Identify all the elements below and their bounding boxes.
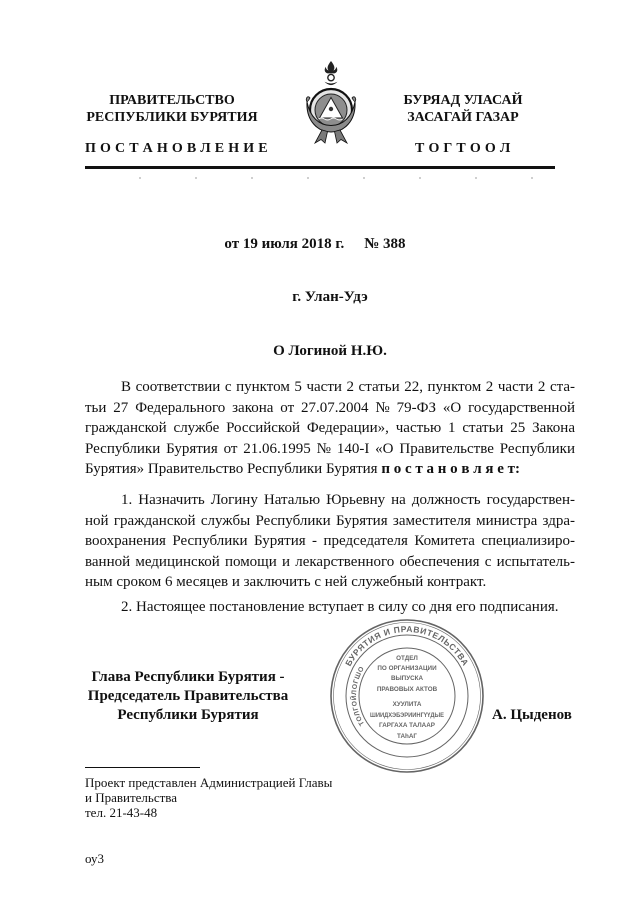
- paragraph-1: [85, 377, 575, 480]
- paragraph-line: [85, 398, 575, 419]
- footer-note-line: Проект представлен Администрацией Главы: [85, 775, 333, 790]
- paragraph-line: [85, 552, 575, 573]
- line-text: ным сроком 6 месяцев и заключить с ней служебный контракт.: [85, 574, 487, 590]
- footer-note-line: и Правительства: [85, 790, 178, 805]
- paragraph-last-line: [85, 459, 575, 480]
- line-text: Бурятия» Правительство Республики Бурятия: [85, 461, 378, 477]
- stamp-center-line: ОТДЕЛ: [396, 655, 418, 662]
- doc-type-bua: Т О Г Т О О Л: [415, 141, 511, 156]
- date-number-line: [85, 234, 545, 254]
- footer-note: [85, 775, 332, 820]
- footer-note-line: тел. 21-43-48: [85, 805, 158, 820]
- paragraph-3: [85, 597, 575, 618]
- stamp-center-line: ВЫПУСКА: [390, 675, 424, 682]
- line-text: В соответствии с пунктом 5 части 2 статьи 22, пунктом 2 части 2 ста-: [121, 379, 575, 395]
- document-place: г. Улан-Удэ: [292, 289, 368, 305]
- document-title: О Логиной Н.Ю.: [273, 343, 387, 359]
- decree-emphasis: п о с т а н о в л я е т:: [381, 461, 521, 477]
- line-text: тьи 27 Федерального закона от 27.07.2004 № 79-ФЗ «О государственной: [85, 399, 575, 416]
- stamp-lettering: [343, 624, 471, 740]
- header-left-line: РЕСПУБЛИКИ БУРЯТИЯ: [86, 110, 258, 125]
- signatory-position-line: Республики Бурятия: [117, 707, 259, 723]
- signatory-position-line: Глава Республики Бурятия -: [91, 669, 285, 685]
- line-text: Республики Бурятия от 21.06.1995 № 140-I «О Правительстве Республики: [85, 440, 575, 457]
- paragraph-2: [85, 490, 575, 593]
- document-date: от 19 июля 2018 г.: [224, 236, 345, 252]
- paragraph-line: [85, 511, 575, 532]
- header-right-line: ЗАСАГАЙ ГАЗАР: [407, 110, 519, 125]
- paragraph-last-line: [121, 597, 575, 618]
- header-right-line: БУРЯАД УЛАСАЙ: [403, 93, 523, 108]
- stamp-center-line: ПРАВОВЫХ АКТОВ: [376, 686, 438, 693]
- header-right-bua: [353, 92, 573, 126]
- line-text: воохранения Республики Бурятия - председателя Комитета специализиро-: [85, 533, 575, 549]
- paragraph-line: [121, 490, 575, 511]
- paragraph-line: [121, 377, 575, 398]
- doc-type-ru: П О С Т А Н О В Л Е Н И Е: [85, 141, 268, 156]
- stamp-center-line: ШИИДХЭБЭРИИНГҮҮДЫЕ: [370, 712, 444, 719]
- stamp-center-line: ТАһАГ: [397, 733, 417, 740]
- signatory-position-line: Председатель Правительства: [87, 688, 289, 704]
- paragraph-line: [85, 418, 575, 439]
- header-rule: [85, 166, 555, 169]
- header-dotted-line: [85, 177, 555, 179]
- stamp-inner-ring-text: ТОЛГОЙЛОГШО: [350, 665, 367, 727]
- stamp-center-line: ГАРГАХА ТАЛААР: [379, 722, 435, 729]
- stamp-center-line: ХУУЛИТА: [392, 701, 422, 708]
- signatory-position: [78, 668, 298, 725]
- line-text: гражданской службе Российской Федерации», частью 1 статьи 25 Закона: [85, 420, 575, 436]
- footer-code: оу3: [85, 851, 105, 866]
- line-text: ванной медицинской помощи и лекарственного обеспечения с испытатель-: [85, 553, 575, 570]
- stamp-outer-text: БУРЯТИЯ И ПРАВИТЕЛЬСТВА: [343, 623, 471, 668]
- paragraph-line: [85, 439, 575, 460]
- official-stamp: [328, 617, 486, 775]
- stamp-center-line: ПО ОРГАНИЗАЦИИ: [377, 665, 437, 672]
- header-left-ru: [62, 92, 282, 126]
- soyombo-symbol: [325, 61, 338, 85]
- document-number: № 388: [364, 236, 406, 252]
- paragraph-last-line: [85, 572, 575, 593]
- line-text: 1. Назначить Логину Наталью Юрьевну на должность государствен-: [121, 492, 575, 508]
- paragraph-line: [85, 531, 575, 552]
- footer-rule: [85, 767, 200, 768]
- signatory-name: А. Цыденов: [492, 707, 572, 723]
- line-text: ной гражданской службы Республики Бурятия заместителя министра здра-: [85, 512, 575, 529]
- line-text: 2. Настоящее постановление вступает в силу со дня его подписания.: [121, 599, 559, 615]
- header-left-line: ПРАВИТЕЛЬСТВО: [109, 93, 235, 108]
